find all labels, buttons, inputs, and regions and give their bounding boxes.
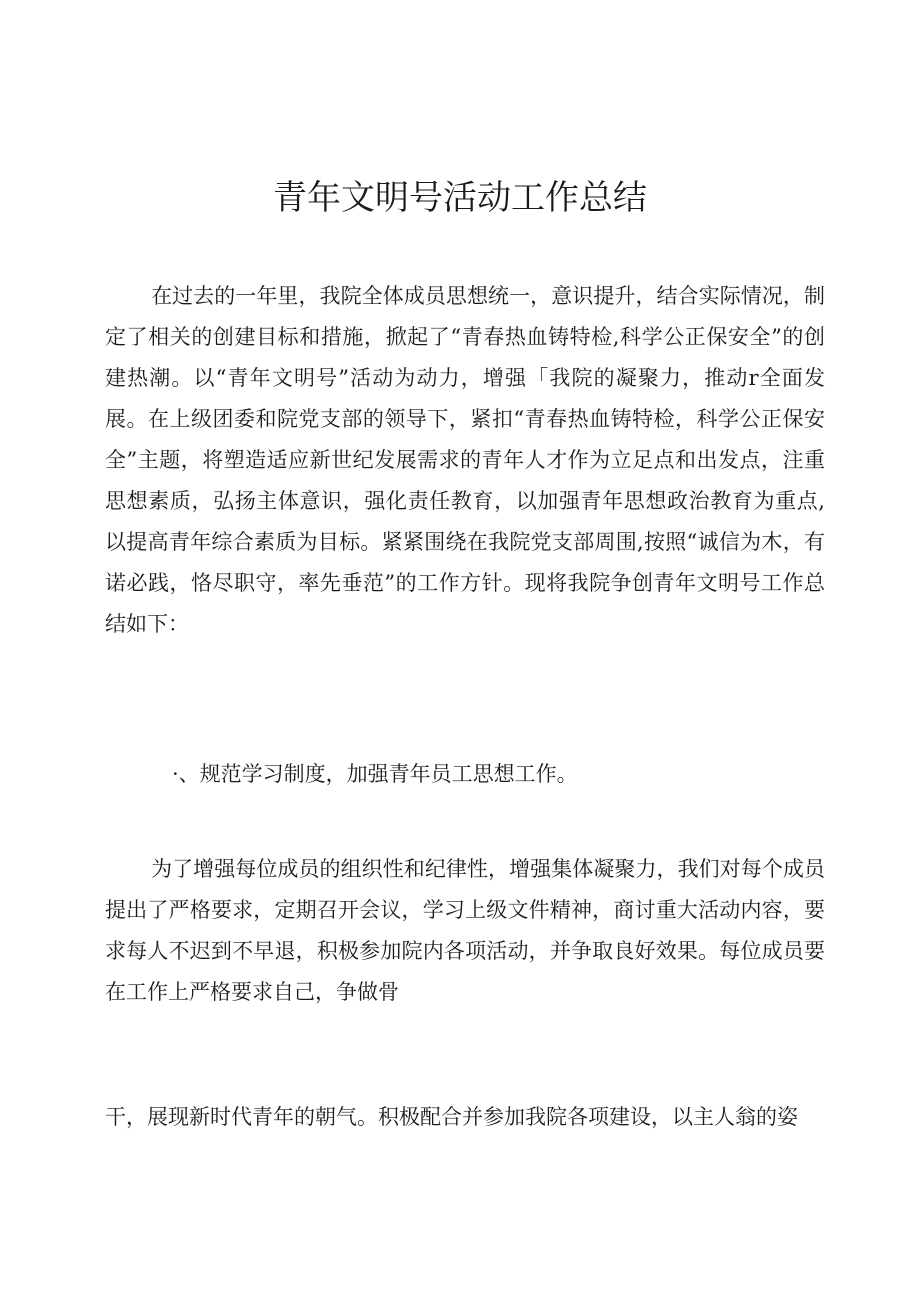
intro-paragraph — [105, 276, 825, 645]
section-1-paragraph — [105, 849, 825, 1013]
section-1-paragraph-text: 为了增强每位成员的组织性和纪律性，增强集体凝聚力，我们对每个成员提出了严格要求，定期召开会议，学习上级文件精神，商讨重大活动内容，要求每人不迟到不早退，积极参加院内各项活动，并争取良好效果。每位成员要在工作上严格要求自己，争做骨 — [105, 857, 825, 1004]
document-title: 青年文明号活动工作总结 — [273, 178, 647, 218]
continued-paragraph: 干，展现新时代青年的朝气。积极配合并参加我院各项建设，以主人翁的姿 — [105, 1105, 798, 1129]
section-heading: ·、规范学习制度，加强青年员工思想工作。 — [172, 762, 578, 786]
intro-paragraph-text: 在过去的一年里，我院全体成员思想统一，意识提升，结合实际情况，制定了相关的创建目标和措施，掀起了“青春热血铸特检,科学公正保安全”的创建热潮。以“青年文明号”活动为动力，增强「我院的凝聚力，推动r全面发展。在上级团委和院党支部的领导下，紧扣“青春热血铸特检，科学公正保安全”主题，将塑造适应新世纪发展需求的青年人才作为立足点和出发点，注重思想素质，弘扬主体意识，强化责任教育，以加强青年思想政治教育为重点,以提高青年综合素质为目标。紧紧围绕在我院党支部周围,按照“诚信为木，有诺必践，恪尽职守，率先垂范”的工作方针。现将我院争创青年文明号工作总结如下： — [105, 284, 825, 636]
